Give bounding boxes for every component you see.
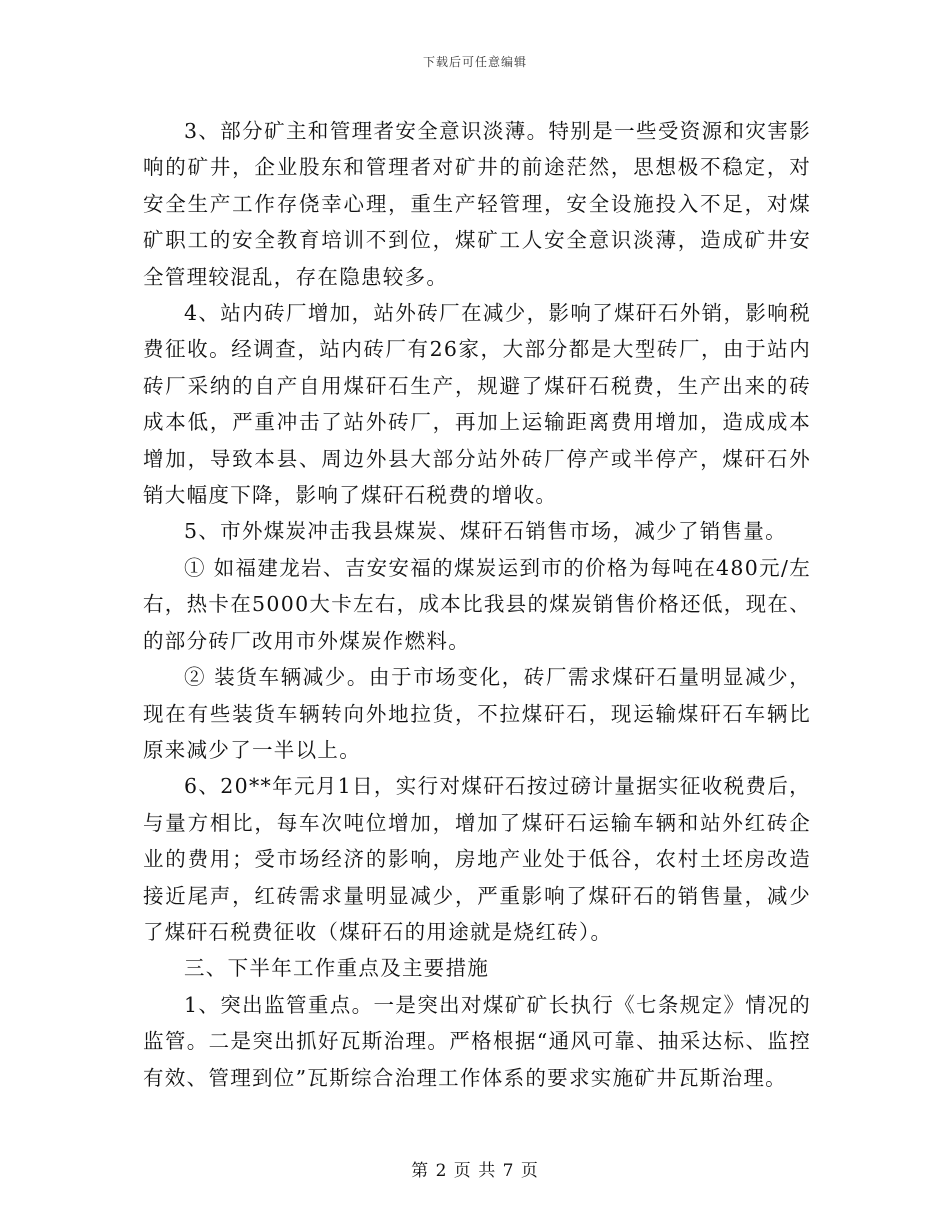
paragraph-outside-coal: 5、市外煤炭冲击我县煤炭、煤矸石销售市场，减少了销售量。 bbox=[184, 519, 787, 544]
paragraph-safety-awareness: 3、部分矿主和管理者安全意识淡薄。特别是一些受资源和灾害影响的矿井，企业股东和管理者对矿井的前途茫然，思想极不稳定，对安全生产工作存侥幸心理，重生产轻管理，安全设施投入不足，对煤矿职工的安全教育培训不到位，煤矿工人安全意识淡薄，造成矿井安全管理较混乱，存在隐患较多。 bbox=[143, 119, 811, 289]
paragraph-weighing: 6、20**年元月1日，实行对煤矸石按过磅计量据实征收税费后，与量方相比，每车次吨位增加，增加了煤矸石运输车辆和站外红砖企业的费用；受市场经济的影响，房地产业处于低谷，农村土坯房改造接近尾声，红砖需求量明显减少，严重影响了煤矸石的销售量，减少了煤矸石税费征收（煤矸石的用途就是烧红砖）。 bbox=[143, 774, 811, 944]
paragraph-vehicles: ② 装货车辆减少。由于市场变化，砖厂需求煤矸石量明显减少，现在有些装货车辆转向外地拉货，不拉煤矸石，现运输煤矸石车辆比原来减少了一半以上。 bbox=[143, 665, 811, 762]
paragraph-brick-factories: 4、站内砖厂增加，站外砖厂在减少，影响了煤矸石外销，影响税费征收。经调查，站内砖厂有26家，大部分都是大型砖厂，由于站内砖厂采纳的自产自用煤矸石生产，规避了煤矸石税费，生产出来的砖成本低，严重冲击了站外砖厂，再加上运输距离费用增加，造成成本增加，导致本县、周边外县大部分站外砖厂停产或半停产，煤矸石外销大幅度下降，影响了煤矸石税费的增收。 bbox=[143, 301, 811, 508]
document-body bbox=[143, 113, 811, 1096]
section-heading: 三、下半年工作重点及主要措施 bbox=[184, 956, 490, 981]
page-header: 下载后可任意编辑 bbox=[422, 55, 527, 69]
paragraph-coal-price: ① 如福建龙岩、吉安安福的煤炭运到市的价格为每吨在480元/左右，热卡在5000大卡左右，成本比我县的煤炭销售价格还低，现在、的部分砖厂改用市外煤炭作燃料。 bbox=[143, 555, 811, 653]
paragraph-supervision: 1、突出监管重点。一是突出对煤矿矿长执行《七条规定》情况的监管。二是突出抓好瓦斯治理。严格根据“通风可靠、抽采达标、监控有效、管理到位”瓦斯综合治理工作体系的要求实施矿井瓦斯治理。 bbox=[143, 992, 811, 1090]
page-footer: 第 2 页 共 7 页 bbox=[411, 1161, 539, 1181]
